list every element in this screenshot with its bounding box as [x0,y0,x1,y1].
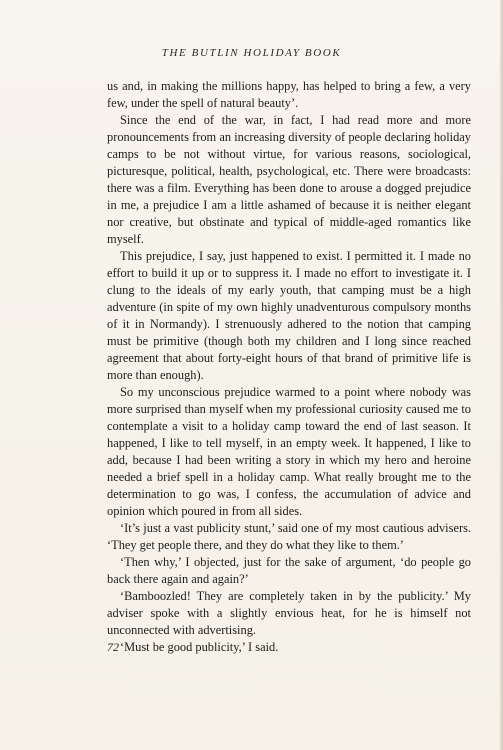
paragraph-5: ‘It’s just a vast publicity stunt,’ said one of my most cautious advisers. ‘They get people there, and they do what they like to them.’ [107,521,471,552]
paragraph-6: ‘Then why,’ I objected, just for the sake of argument, ‘do people go back there again and again?’ [107,555,471,586]
paragraph-8: ‘Must be good publicity,’ I said. [120,640,279,654]
body-text [107,78,471,656]
paragraph-7: ‘Bamboozled! They are completely taken in by the publicity.’ My adviser spoke with a slightly envious heat, for he is himself not unconnected with advertising. [107,589,471,637]
paragraph-1: us and, in making the millions happy, has helped to bring a few, a very few, under the spell of natural beauty’. [107,79,471,110]
paragraph-2: Since the end of the war, in fact, I had read more and more pronouncements from an increasing diversity of people declaring holiday camps to be not without virtue, for various reasons, sociological, picturesque, political, health, psychological, etc. There were broadcasts: there was a film. Everything has been done to arouse a dogged prejudice in me, a prejudice I am a little ashamed of because it is neither elegant nor creative, but obstinate and typical of middle-aged romantics like myself. [107,113,471,246]
page-fold-shadow [499,0,503,750]
running-head: THE BUTLIN HOLIDAY BOOK [161,47,342,59]
paragraph-3: This prejudice, I say, just happened to exist. I permitted it. I made no effort to build it up or to suppress it. I made no effort to investigate it. I clung to the ideals of my early youth, that camping must be a high adventure (in spite of my own highly unadventurous compulsory months of it in Normandy). I strenuously adhered to the notion that camping must be primitive (though both my children and I long since reached agreement that about forty-eight hours of that brand of primitive life is more than enough). [107,249,471,382]
page-number: 72 [107,640,119,654]
paragraph-4: So my unconscious prejudice warmed to a point where nobody was more surprised than myself when my professional curiosity caused me to contemplate a visit to a holiday camp toward the end of last season. It happened, I like to tell myself, in an empty week. It happened, I like to add, because I had been writing a story in which my hero and heroine needed a brief spell in a holiday camp. What really brought me to the determination to go was, I confess, the accumulation of advice and opinion which poured in from all sides. [107,385,471,518]
